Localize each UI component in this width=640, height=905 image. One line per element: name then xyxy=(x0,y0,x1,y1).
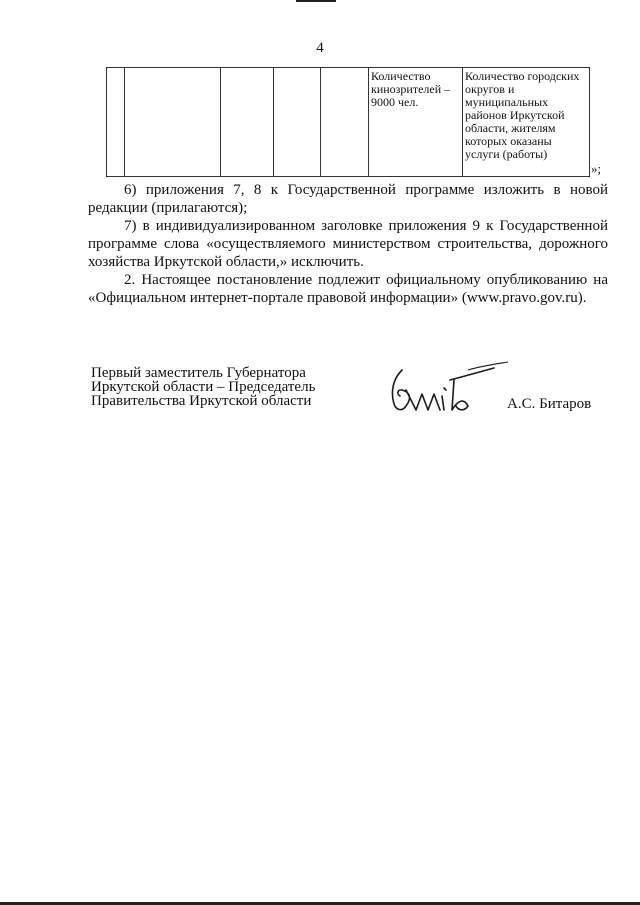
signatory-position xyxy=(91,366,315,408)
table-cell xyxy=(221,68,274,177)
signatory-position-line: Правительства Иркутской области xyxy=(91,393,312,409)
signatory-position-line: Первый заместитель Губернатора xyxy=(91,365,306,381)
closing-quote: »; xyxy=(591,161,602,176)
paragraph-item-7: 7) в индивидуализированном заголовке приложения 9 к Государственной программе слова «осуществляемого министерством строительства, дорожного хозяйства Иркутской области,» исключить. xyxy=(88,218,608,270)
table-cell xyxy=(274,68,321,177)
signatory-position-line: Иркутской области – Председатель xyxy=(91,379,316,395)
paragraph-item-6: 6) приложения 7, 8 к Государственной программе изложить в новой редакции (прилагаются); xyxy=(88,182,608,216)
table-cell xyxy=(125,68,221,177)
handwritten-signature xyxy=(372,360,512,420)
table-cell-indicator-value: Количество кинозрителей – 9000 чел. xyxy=(369,68,463,177)
page-number: 4 xyxy=(316,40,324,56)
top-line-mark xyxy=(296,0,336,2)
table-cell xyxy=(107,68,125,177)
signatory-name: А.С. Битаров xyxy=(507,396,592,412)
paragraph-item-2: 2. Настоящее постановление подлежит официальному опубликованию на «Официальном интернет-портале правовой информации» (www.pravo.gov.ru). xyxy=(88,272,608,306)
table-cell-indicator-name: Количество городских округов и муниципальных районов Иркутской области, жителям которых оказаны услуги (работы) xyxy=(463,68,590,177)
indicator-table xyxy=(106,67,590,177)
table-row xyxy=(107,68,590,177)
table-cell xyxy=(321,68,369,177)
